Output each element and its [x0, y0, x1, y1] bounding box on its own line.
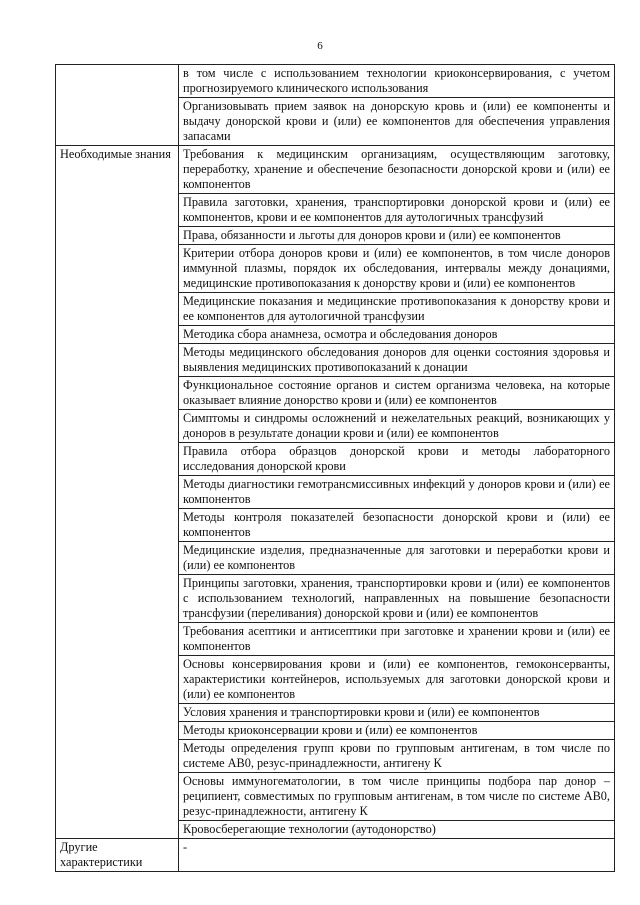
page-number: 6: [317, 40, 323, 52]
table-cell-item: Основы иммуногематологии, в том числе принципы подбора пар донор – реципиент, совместимых по групповым антигенам, в том числе по системе АВ0, резус-принадлежности, антигену К: [179, 773, 615, 821]
table-cell-item: Методы медицинского обследования доноров для оценки состояния здоровья и выявления медицинских противопоказаний к донации: [179, 344, 615, 377]
table-cell-item: Методы контроля показателей безопасности донорской крови и (или) ее компонентов: [179, 509, 615, 542]
table-cell-item: Методы криоконсервации крови и (или) ее компонентов: [179, 722, 615, 740]
table-cell-item: Условия хранения и транспортировки крови и (или) ее компонентов: [179, 704, 615, 722]
table-cell-item: Организовывать прием заявок на донорскую кровь и (или) ее компоненты и выдачу донорской крови и (или) ее компонентов для обеспечения управления запасами: [179, 98, 615, 146]
table-cell-item: Правила заготовки, хранения, транспортировки донорской крови и (или) ее компонентов, крови и ее компонентов для аутологичных трансфузий: [179, 194, 615, 227]
table-cell-item: Методы диагностики гемотрансмиссивных инфекций у доноров крови и (или) ее компонентов: [179, 476, 615, 509]
table-cell-item: Принципы заготовки, хранения, транспортировки крови и (или) ее компонентов с использованием технологий, направленных на повышение безопасности трансфузии (переливания) донорской крови и (или) ее компонентов: [179, 575, 615, 623]
section-label: Другие характеристики: [56, 839, 179, 872]
table-cell-item: Медицинские изделия, предназначенные для заготовки и переработки крови и (или) ее компонентов: [179, 542, 615, 575]
table-row: [56, 839, 615, 872]
table-cell-item: Медицинские показания и медицинские противопоказания к донорству крови и ее компонентов для аутологичной трансфузии: [179, 293, 615, 326]
table-cell-item: Методы определения групп крови по групповым антигенам, в том числе по системе АВ0, резус-принадлежности, антигену К: [179, 740, 615, 773]
table-row: [56, 65, 615, 98]
table-cell-item: Права, обязанности и льготы для доноров крови и (или) ее компонентов: [179, 227, 615, 245]
table-cell-item: Правила отбора образцов донорской крови и методы лабораторного исследования донорской крови: [179, 443, 615, 476]
table-cell-item: Методика сбора анамнеза, осмотра и обследования доноров: [179, 326, 615, 344]
table-row: [56, 146, 615, 194]
qualification-table: [55, 64, 615, 872]
table-cell-item: Требования асептики и антисептики при заготовке и хранении крови и (или) ее компонентов: [179, 623, 615, 656]
section-label: [56, 65, 179, 146]
table-cell-item: -: [179, 839, 615, 872]
table-cell-item: Требования к медицинским организациям, осуществляющим заготовку, переработку, хранение и обеспечение безопасности донорской крови и (или) ее компонентов: [179, 146, 615, 194]
table-cell-item: Основы консервирования крови и (или) ее компонентов, гемоконсерванты, характеристики контейнеров, используемых для заготовки донорской крови и (или) ее компонентов: [179, 656, 615, 704]
section-label: Необходимые знания: [56, 146, 179, 839]
table-cell-item: Кровосберегающие технологии (аутодонорство): [179, 821, 615, 839]
table-cell-item: Функциональное состояние органов и систем организма человека, на которые оказывает влияние донорство крови и (или) ее компонентов: [179, 377, 615, 410]
table-cell-item: в том числе с использованием технологии криоконсервирования, с учетом прогнозируемого клинического использования: [179, 65, 615, 98]
table-cell-item: Симптомы и синдромы осложнений и нежелательных реакций, возникающих у доноров в результате донации крови и (или) ее компонентов: [179, 410, 615, 443]
table-cell-item: Критерии отбора доноров крови и (или) ее компонентов, в том числе доноров иммунной плазмы, порядок их обследования, интервалы между донациями, медицинские противопоказания к донорству крови и (или) ее компонентов: [179, 245, 615, 293]
